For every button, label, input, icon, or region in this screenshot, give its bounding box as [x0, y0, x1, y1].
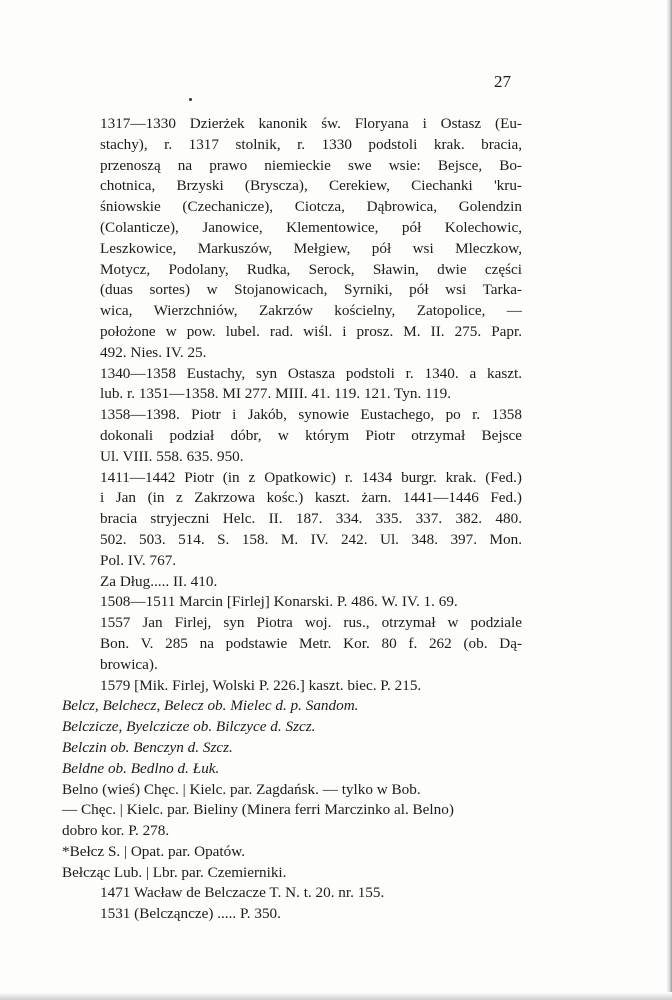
text-line: Beldne ob. Bedlno d. Łuk.: [62, 759, 220, 777]
text-line: stachy), r. 1317 stolnik, r. 1330 podstoli krak. bracia,: [100, 135, 522, 153]
text-line: Bon. V. 285 na podstawie Metr. Kor. 80 f. 262 (ob. Dą-: [100, 634, 522, 652]
headword-belcz: [62, 696, 522, 717]
text-line: dokonali podział dóbr, w którym Piotr otrzymał Bejsce: [100, 426, 522, 444]
headword-belczicze: [62, 717, 522, 738]
headword-belno: [62, 780, 522, 842]
text-line: wica, Wierzchniów, Zakrzów kościelny, Zatopolice, —: [100, 302, 522, 320]
entry-1358: [62, 405, 522, 467]
text-line: — Chęc. | Kielc. par. Bieliny (Minera ferri Marczinko al. Belno): [62, 801, 454, 819]
page-number: 27: [494, 72, 511, 91]
text-line: 1471 Wacław de Belczacze T. N. t. 20. nr. 155.: [100, 884, 385, 902]
text-line: (Colanticze), Janowice, Klementowice, pół Kolechowic,: [100, 218, 522, 236]
ink-speck: [189, 98, 192, 101]
text-line: 492. Nies. IV. 25.: [100, 343, 207, 361]
text-line: Motycz, Podolany, Rudka, Serock, Sławin, dwie części: [100, 260, 522, 278]
entry-1411: [62, 468, 522, 572]
text-line: (duas sortes) w Stojanowicach, Syrniki, pół wsi Tarka-: [100, 281, 522, 299]
text-line: 1579 [Mik. Firlej, Wolski P. 226.] kaszt. biec. P. 215.: [100, 676, 422, 694]
text-line: Belczin ob. Benczyn d. Szcz.: [62, 738, 233, 756]
text-line: lub. r. 1351—1358. MI 277. MIII. 41. 119. 121. Tyn. 119.: [100, 385, 452, 403]
dictionary-text: [62, 114, 522, 925]
text-line: chotnica, Brzyski (Bryscza), Cerekiew, Ciechanki 'kru-: [100, 177, 522, 195]
text-line: Belcz, Belchecz, Belecz ob. Mielec d. p. Sandom.: [62, 697, 359, 715]
text-line: browica).: [100, 655, 158, 673]
headword-belczac: [62, 863, 522, 884]
entry-1471: [62, 883, 522, 904]
entry-za-dlug: [62, 572, 522, 593]
text-line: bracia stryjeczni Helc. II. 187. 334. 335. 337. 382. 480.: [100, 510, 522, 528]
text-line: *Bełcz S. | Opat. par. Opatów.: [62, 842, 245, 860]
text-line: Leszkowice, Markuszów, Mełgiew, pół wsi Mleczkow,: [100, 239, 522, 257]
text-line: Ul. VIII. 558. 635. 950.: [100, 447, 244, 465]
entry-1531: [62, 904, 522, 925]
entry-1579: [62, 676, 522, 697]
text-line: Belno (wieś) Chęc. | Kielc. par. Zagdańsk. — tylko w Bob.: [62, 780, 421, 798]
headword-beldne: [62, 759, 522, 780]
text-line: 502. 503. 514. S. 158. M. IV. 242. Ul. 348. 397. Mon.: [100, 530, 522, 548]
headword-belcz-opatow: [62, 842, 522, 863]
text-line: Pol. IV. 767.: [100, 551, 177, 569]
text-line: Bełcząc Lub. | Lbr. par. Czemierniki.: [62, 863, 287, 881]
headword-belczin: [62, 738, 522, 759]
text-line: i Jan (in z Zakrzowa kośc.) kaszt. żarn. 1441—1446 Fed.): [100, 489, 522, 507]
entry-1557: [62, 613, 522, 675]
entry-1317: [62, 114, 522, 364]
text-line: Belczicze, Byelczicze ob. Bilczyce d. Szcz.: [62, 718, 316, 736]
scan-edge: [666, 0, 672, 1000]
entry-1508: [62, 592, 522, 613]
text-line: 1508—1511 Marcin [Firlej] Konarski. P. 486. W. IV. 1. 69.: [100, 593, 458, 611]
scan-edge-bottom: [0, 992, 672, 1000]
text-line: dobro kor. P. 278.: [62, 822, 170, 840]
text-line: przenoszą na prawo niemieckie swe wsie: Bejsce, Bo-: [100, 156, 522, 174]
text-line: 1557 Jan Firlej, syn Piotra woj. rus., otrzymał w podziale: [100, 614, 522, 632]
entry-1340: [62, 364, 522, 406]
text-line: 1317—1330 Dzierżek kanonik św. Floryana i Ostasz (Eu-: [100, 115, 522, 132]
text-line: Za Dług..... II. 410.: [100, 572, 218, 590]
text-line: 1340—1358 Eustachy, syn Ostasza podstoli r. 1340. a kaszt.: [100, 364, 522, 382]
text-line: 1358—1398. Piotr i Jakób, synowie Eustachego, po r. 1358: [100, 406, 522, 424]
text-line: 1531 (Belcząncze) ..... P. 350.: [100, 905, 281, 923]
text-line: śniowskie (Czechanicze), Ciotcza, Dąbrowica, Golendzin: [100, 198, 522, 216]
text-line: położone w pow. lubel. rad. wiśl. i prosz. M. II. 275. Papr.: [100, 322, 522, 340]
text-line: 1411—1442 Piotr (in z Opatkowic) r. 1434 burgr. krak. (Fed.): [100, 468, 522, 486]
